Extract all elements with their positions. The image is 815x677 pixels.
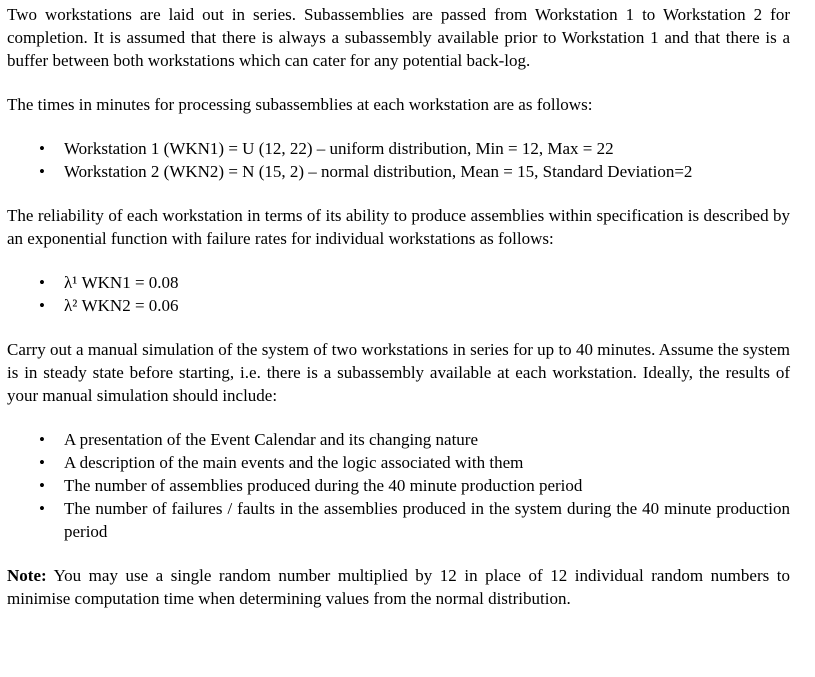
bullet-item-main-events: • A description of the main events and the logic associated with them xyxy=(7,451,790,474)
bullet-item-workstation-1: • Workstation 1 (WKN1) = U (12, 22) – uniform distribution, Min = 12, Max = 22 xyxy=(7,137,790,160)
bullet-item-event-calendar: • A presentation of the Event Calendar and its changing nature xyxy=(7,428,790,451)
bullet-item-failures-faults: • The number of failures / faults in the assemblies produced in the system during the 40 minute production period xyxy=(7,497,790,543)
processing-times-paragraph: The times in minutes for processing subassemblies at each workstation are as follows: xyxy=(7,95,593,114)
results-requirements-list xyxy=(7,428,790,543)
note-label: Note: xyxy=(7,566,47,585)
bullet-item-lambda-2: • λ² WKN2 = 0.06 xyxy=(7,294,790,317)
reliability-paragraph: The reliability of each workstation in terms of its ability to produce assemblies within specification is described by an exponential function with failure rates for individual workstations as follows: xyxy=(7,206,790,248)
intro-paragraph: Two workstations are laid out in series. Subassemblies are passed from Workstation 1 to Workstation 2 for completion. It is assumed that there is always a subassembly available prior to Workstation 1 and that there is a buffer between both workstations which can cater for any potential back-log. xyxy=(7,5,790,70)
bullet-item-assemblies-produced: • The number of assemblies produced during the 40 minute production period xyxy=(7,474,790,497)
note-paragraph xyxy=(7,564,790,610)
note-text: You may use a single random number multiplied by 12 in place of 12 individual random numbers to minimise computation time when determining values from the normal distribution. xyxy=(7,566,790,608)
bullet-item-workstation-2: • Workstation 2 (WKN2) = N (15, 2) – normal distribution, Mean = 15, Standard Deviation=2 xyxy=(7,160,790,183)
workstation-times-list xyxy=(7,137,790,183)
failure-rates-list xyxy=(7,271,790,317)
task-paragraph: Carry out a manual simulation of the system of two workstations in series for up to 40 minutes. Assume the system is in steady state before starting, i.e. there is a subassembly available at each workstation. Ideally, the results of your manual simulation should include: xyxy=(7,340,790,405)
bullet-item-lambda-1: • λ¹ WKN1 = 0.08 xyxy=(7,271,790,294)
